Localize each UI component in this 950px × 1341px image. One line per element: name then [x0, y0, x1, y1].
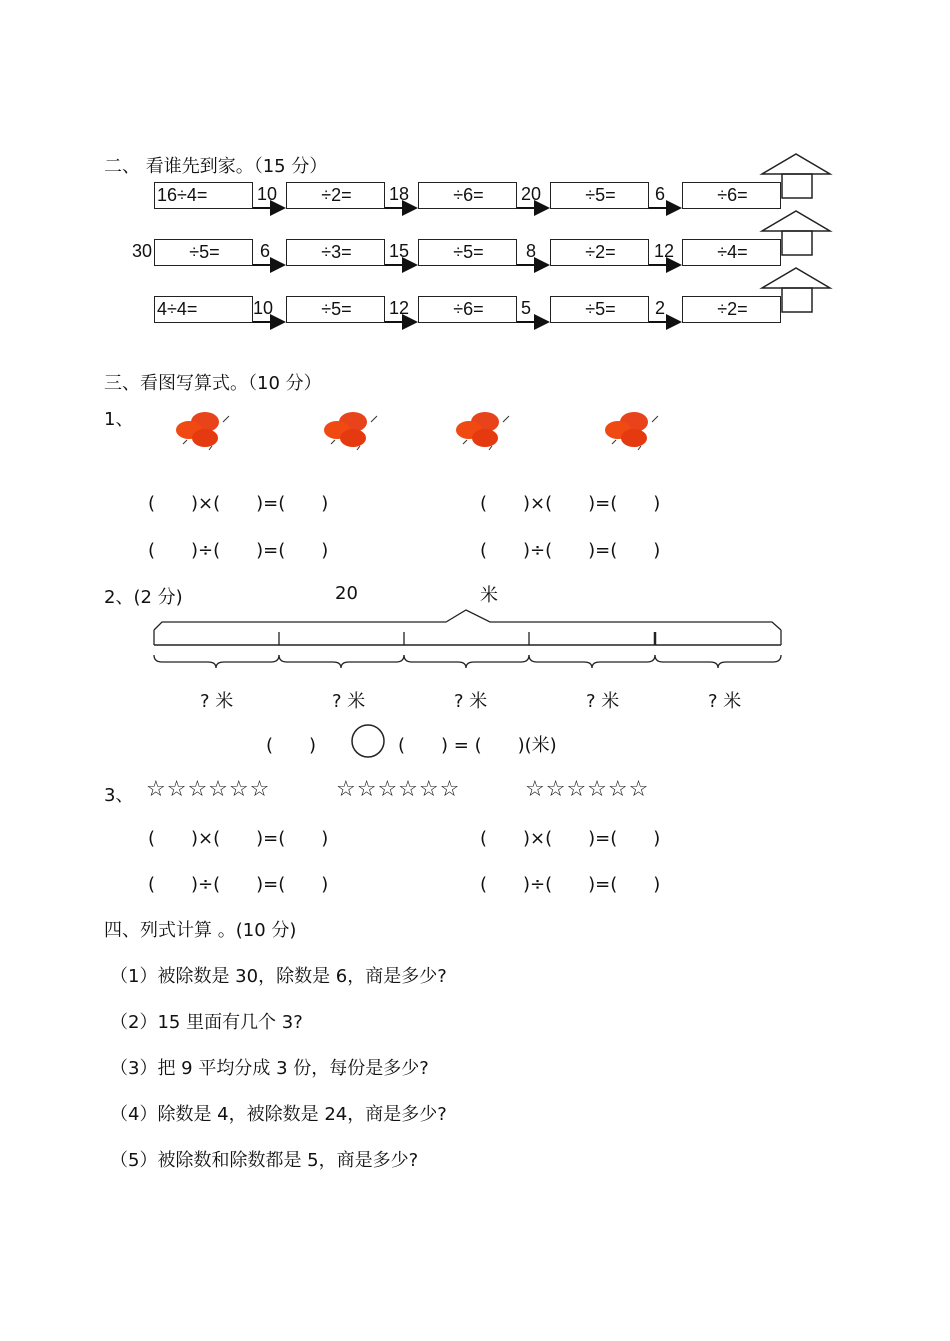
operator-circle [352, 725, 384, 757]
problem-box[interactable]: 16÷4= [154, 182, 253, 209]
result-number: 10 [253, 298, 274, 318]
q2-equation-right[interactable]: ( ) = ( )(米) [398, 735, 557, 756]
section2-title: 二、 看谁先到家。（15 分） [104, 156, 328, 177]
segment-label: ? 米 [200, 691, 234, 712]
result-number: 12 [654, 241, 675, 261]
q1-divide-equation-right[interactable]: ( )÷( )=( ) [480, 540, 661, 561]
word-problem-item: （5）被除数和除数都是 5，商是多少? [110, 1150, 419, 1171]
problem-box[interactable]: ÷6= [418, 296, 517, 323]
q3-divide-equation-right[interactable]: ( )÷( )=( ) [480, 874, 661, 895]
word-problem-item: （4）除数是 4，被除数是 24，商是多少? [110, 1104, 447, 1125]
result-number: 6 [655, 184, 666, 204]
result-number: 6 [260, 241, 271, 261]
problem-box[interactable]: ÷4= [682, 239, 781, 266]
start-number: 30 [132, 241, 153, 261]
q2-equation-left[interactable]: ( ) [266, 735, 317, 756]
q3-divide-equation-left[interactable]: ( )÷( )=( ) [148, 874, 329, 895]
problem-box[interactable]: 4÷4= [154, 296, 253, 323]
problem-box[interactable]: ÷5= [154, 239, 253, 266]
problem-box[interactable]: ÷2= [550, 239, 649, 266]
segment-label: ? 米 [708, 691, 742, 712]
result-number: 5 [521, 298, 532, 318]
q3-multiply-equation-left[interactable]: ( )×( )=( ) [148, 828, 329, 849]
result-number: 18 [389, 184, 410, 204]
problem-box[interactable]: ÷6= [418, 182, 517, 209]
problem-box[interactable]: ÷5= [550, 296, 649, 323]
result-number: 10 [257, 184, 278, 204]
section4-title: 四、列式计算 。(10 分) [104, 920, 297, 941]
problem-box[interactable]: ÷2= [682, 296, 781, 323]
problem-box[interactable]: ÷2= [286, 182, 385, 209]
word-problem-item: （2）15 里面有几个 3? [110, 1012, 303, 1033]
question-1-label: 1、 [104, 409, 134, 430]
problem-box[interactable]: ÷5= [286, 296, 385, 323]
segment-label: ? 米 [586, 691, 620, 712]
question-2-label: 2、(2 分) [104, 587, 183, 608]
question-3-label: 3、 [104, 785, 134, 806]
star-group: ☆☆☆☆☆☆ [146, 777, 271, 802]
total-length-unit: 米 [480, 585, 498, 606]
problem-box[interactable]: ÷5= [550, 182, 649, 209]
q1-multiply-equation-right[interactable]: ( )×( )=( ) [480, 493, 661, 514]
result-number: 15 [389, 241, 410, 261]
result-number: 20 [521, 184, 542, 204]
q1-divide-equation-left[interactable]: ( )÷( )=( ) [148, 540, 329, 561]
problem-box[interactable]: ÷6= [682, 182, 781, 209]
problem-box[interactable]: ÷3= [286, 239, 385, 266]
word-problem-item: （3）把 9 平均分成 3 份，每份是多少? [110, 1058, 429, 1079]
q1-multiply-equation-left[interactable]: ( )×( )=( ) [148, 493, 329, 514]
result-number: 12 [389, 298, 410, 318]
word-problem-item: （1）被除数是 30，除数是 6，商是多少? [110, 966, 447, 987]
result-number: 2 [655, 298, 666, 318]
section3-title: 三、看图写算式。（10 分） [104, 373, 322, 394]
q3-multiply-equation-right[interactable]: ( )×( )=( ) [480, 828, 661, 849]
problem-box[interactable]: ÷5= [418, 239, 517, 266]
star-group: ☆☆☆☆☆☆ [525, 777, 650, 802]
result-number: 8 [526, 241, 537, 261]
star-group: ☆☆☆☆☆☆ [336, 777, 461, 802]
segment-label: ? 米 [332, 691, 366, 712]
segment-label: ? 米 [454, 691, 488, 712]
total-length-value: 20 [335, 583, 358, 604]
